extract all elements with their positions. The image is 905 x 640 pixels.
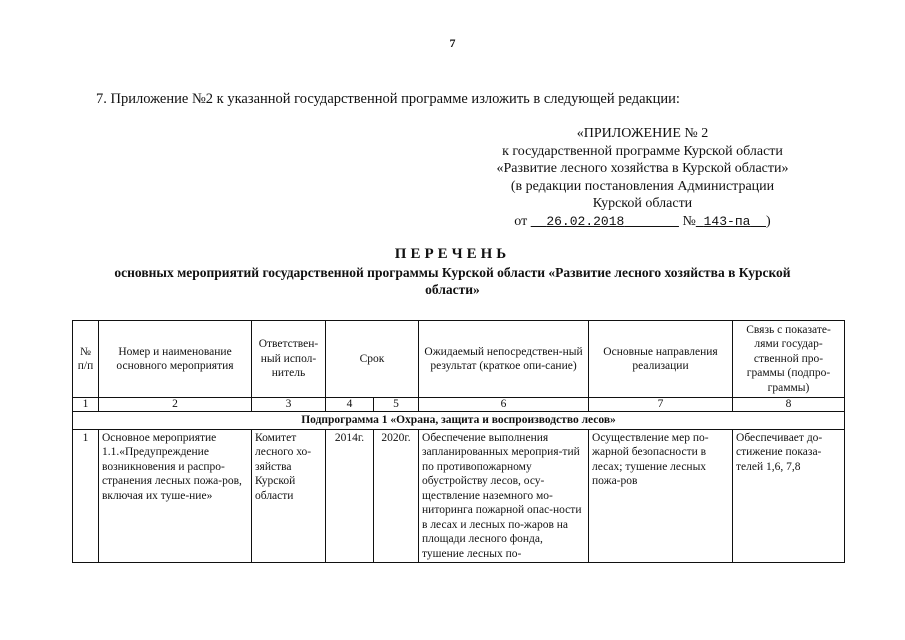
measures-table: [72, 320, 845, 563]
expected-result: Обеспечение выполнения запланированных мероприя-тий по противопожарному обустройству лесов, осу-ществление наземного мо-ниторинга пожарной опас-ности в лесах и лесных по-жаров на площади лесного фонда, тушение лесных по-: [419, 429, 589, 563]
column-number: 2: [99, 398, 252, 412]
column-number: 6: [419, 398, 589, 412]
column-number: 1: [73, 398, 99, 412]
appendix-title: «ПРИЛОЖЕНИЕ № 2: [576, 126, 709, 141]
indicator-link: Обеспечивает до-стижение показа-телей 1,6, 7,8: [733, 429, 845, 563]
header-result: Ожидаемый непосредствен-ный результат (краткое опи-сание): [419, 321, 589, 398]
column-number: 4: [326, 398, 374, 412]
measure-executor: Комитет лесного хо-зяйства Курской области: [252, 429, 326, 563]
header-link: Связь с показате-лями государ-ственной про-граммы (подпро-граммы): [733, 321, 845, 398]
section-title: Подпрограмма 1 «Охрана, защита и воспроизводство лесов»: [73, 412, 845, 430]
column-number: 5: [374, 398, 419, 412]
measure-name: Основное мероприятие 1.1.«Предупреждение возникновения и распро-странения лесных пожа-ров, включая их туше-ние»: [99, 429, 252, 563]
header-num: № п/п: [73, 321, 99, 398]
page-number: 7: [449, 36, 456, 50]
term-end: 2020г.: [374, 429, 419, 563]
date-prefix: от: [514, 213, 528, 229]
intro-paragraph: 7. Приложение №2 к указанной государственной программе изложить в следующей редакции:: [96, 91, 680, 107]
header-executor: Ответствен-ный испол-нитель: [252, 321, 326, 398]
appendix-line-region: Курской области: [592, 196, 693, 211]
decree-date: 26.02.2018: [546, 213, 625, 229]
appendix-header: [470, 125, 815, 230]
row-number: 1: [73, 429, 99, 563]
appendix-line-program: к государственной программе Курской области: [502, 143, 783, 159]
number-prefix: №: [682, 213, 696, 229]
term-start: 2014г.: [326, 429, 374, 563]
column-number-row: [73, 398, 845, 412]
document-subtitle: основных мероприятий государственной программы Курской области «Развитие лесного хозяйства в Курской области»: [114, 265, 791, 297]
appendix-line-edition: (в редакции постановления Администрации: [510, 178, 775, 194]
table-row: [73, 429, 845, 563]
column-number: 3: [252, 398, 326, 412]
header-name: Номер и наименование основного мероприятия: [99, 321, 252, 398]
header-term: Срок: [326, 321, 419, 398]
appendix-date-row: [470, 213, 815, 231]
implementation-directions: Осуществление мер по-жарной безопасности в лесах; тушение лесных пожа-ров: [589, 429, 733, 563]
appendix-line-program-name: «Развитие лесного хозяйства в Курской области»: [496, 161, 789, 176]
header-directions: Основные направления реализации: [589, 321, 733, 398]
document-title: ПЕРЕЧЕНЬ: [394, 246, 511, 262]
date-row-close: ): [766, 213, 771, 229]
decree-number: 143-па: [703, 213, 751, 229]
column-number: 8: [733, 398, 845, 412]
column-number: 7: [589, 398, 733, 412]
section-row: [73, 412, 845, 430]
